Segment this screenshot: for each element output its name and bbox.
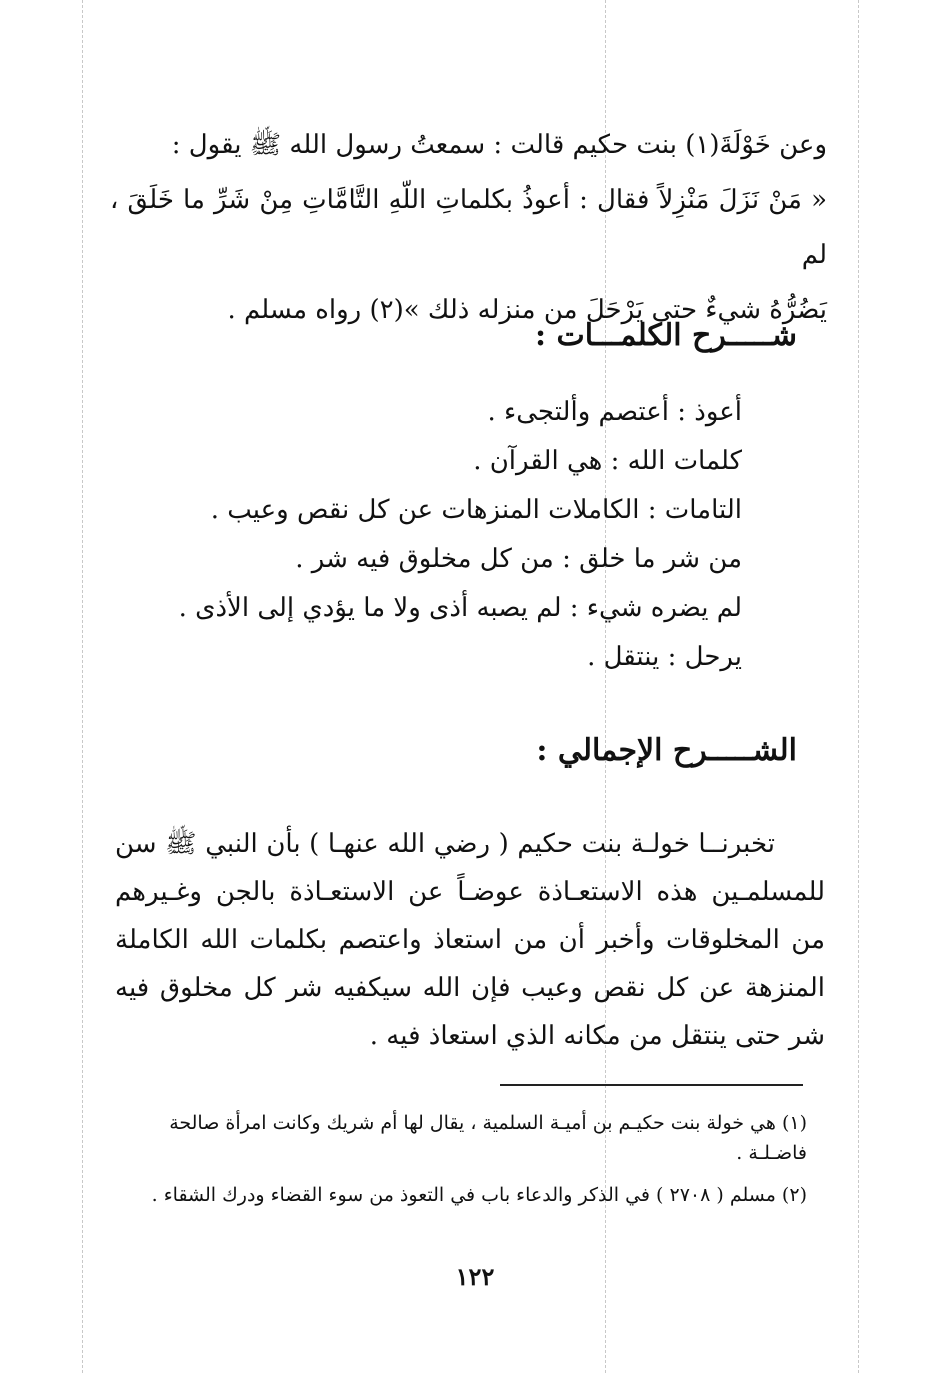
glossary-item: التامات : الكاملات المنزهات عن كل نقص وعيب . [210, 495, 742, 525]
footnote-1: (١) هي خولة بنت حكيـم بن أميـة السلمية ، يقال لها أم شريك وكانت امرأة صالحة فاضـلـة . [169, 1112, 807, 1164]
vocabulary-heading: شـــــرح الكلمـــات : [534, 318, 797, 353]
glossary-item: لم يضره شيء : لم يصبه أذى ولا ما يؤدي إلى الأذى . [178, 593, 742, 623]
footnote-separator [500, 1084, 803, 1086]
summary-paragraph: تخبرنــا خولـة بنت حكيم ( رضي الله عنهـا ) بأن النبي ﷺ سن للمسلمـين هذه الاستعـاذة عوضـاً عن الاستعـاذة بالجن وغـيرهم من المخلوقات وأخبر أن من استعاذ واعتصم بكلمات الله الكاملة المنزهة عن كل نقص وعيب فإن الله سيكفيه شر كل مخلوق فيه شر حتى ينتقل من مكانه الذي استعاذ فيه . [115, 829, 825, 1051]
hadith-line: وعن خَوْلَةَ(١) بنت حكيم قالت : سمعتُ رسول الله ﷺ يقول : [171, 130, 827, 160]
hadith-text [110, 118, 827, 338]
glossary-item: يرحل : ينتقل . [587, 642, 742, 672]
summary-heading: الشـــــرح الإجمالي : [536, 733, 797, 768]
glossary-list [179, 388, 742, 682]
hadith-line: يَضُرُّهُ شيءٌ حتى يَرْحَلَ من منزله ذلك »(٢) رواه مسلم . [227, 295, 827, 325]
hadith-line: « مَنْ نَزَلَ مَنْزِلاً فقال : أعوذُ بكلماتِ اللّهِ التَّامَّاتِ مِنْ شَرِّ ما خَلَقَ ، لم [110, 185, 827, 270]
glossary-item: كلمات الله : هي القرآن . [473, 446, 742, 476]
footnotes [125, 1108, 807, 1222]
footnote-2: (٢) مسلم ( ٢٧٠٨ ) في الذكر والدعاء باب في التعوذ من سوء القضاء ودرك الشقاء . [151, 1184, 807, 1206]
page-number: ١٢٢ [455, 1262, 495, 1291]
summary-text [115, 820, 825, 1060]
scan-artifact-line [82, 0, 83, 1373]
scan-artifact-line [858, 0, 859, 1373]
glossary-item: أعوذ : أعتصم وألتجىء . [487, 397, 742, 427]
glossary-item: من شر ما خلق : من كل مخلوق فيه شر . [295, 544, 742, 574]
